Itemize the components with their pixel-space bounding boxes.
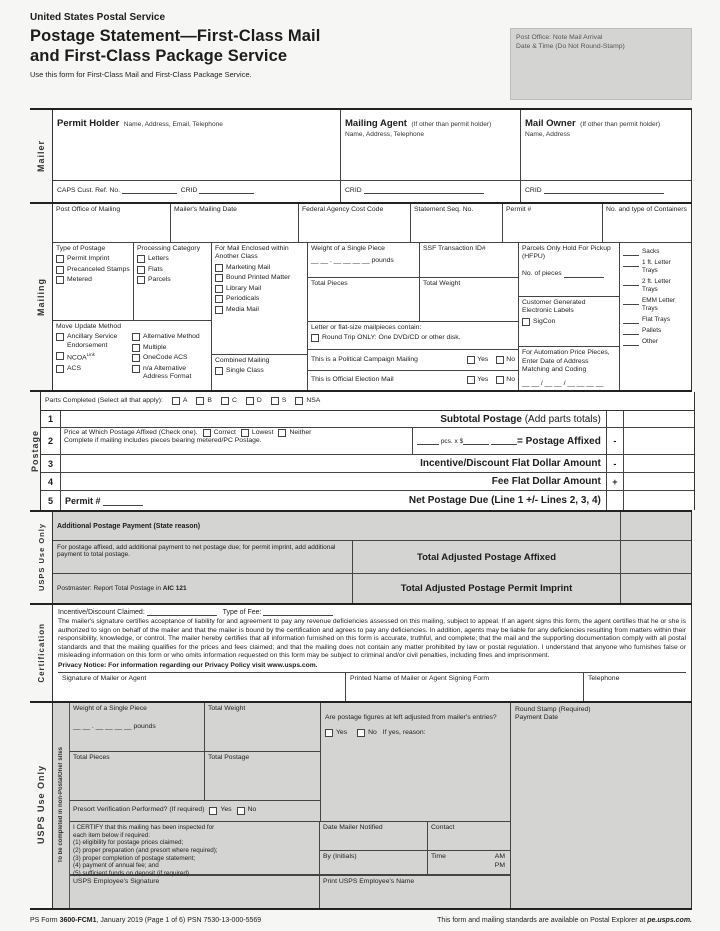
checkbox[interactable] (522, 318, 530, 326)
checkbox-parcels[interactable]: Parcels (137, 276, 208, 284)
checkbox-correct[interactable]: Correct (203, 429, 236, 437)
container-other: Other (623, 338, 688, 346)
political-no-checkbox[interactable] (496, 356, 504, 364)
checkbox-part-c[interactable]: C (221, 397, 237, 405)
certification-text: The mailer's signature certifies acceptance of liability for and agreement to pay any revenue deficiencies assessed on this mailing, subject to appeal. If an agent signs this form, the agent certifies that he or she is authorized to sign on behalf of the mailer and that the mailer is bound by the certification and agrees to pay any deficiencies. In addition, agents may be liable for any deficiencies resulting from matters within their responsibility, knowledge, or control. The mailer hereby certifies that all information furnished on this form is accurate, truthful, and complete; that the mail and the supporting documentation comply with all postal standards and that the mailing qualifies for the prices and fees claimed; and that the mailing does not contain any matter prohibited by law or postal regulation. I understand that anyone who furnishes false or misleading information on this form or who omits information requested on this form may be subject to criminal and/or civil penalties, including fines and imprisonment. (58, 618, 686, 659)
agent-crid-row: CRID (341, 181, 521, 202)
mailing-agent-field[interactable]: Mailing Agent (If other than permit holder) Name, Address, Telephone (341, 110, 521, 180)
line1-sign (606, 411, 623, 427)
checkbox-precanceled-stamps[interactable]: Precanceled Stamps (56, 266, 130, 274)
checkbox-flats[interactable]: Flats (137, 266, 208, 274)
permit-number-field[interactable]: Permit # (503, 204, 603, 242)
usps-employee-name-field[interactable]: Print USPS Employee's Name (323, 877, 415, 885)
checkbox[interactable] (56, 352, 64, 360)
section-usps-use-only-1 (30, 512, 692, 605)
adjusted-figures-field[interactable]: Are postage figures at left adjusted from mailer's entries? Yes No If yes, reason: (325, 713, 497, 736)
line5-permit-input[interactable] (103, 498, 143, 506)
election-mail-row: This is Official Election Mail Yes No (311, 376, 515, 384)
round-stamp-box[interactable]: Round Stamp (Required) Payment Date (515, 705, 591, 721)
checkbox[interactable] (137, 276, 145, 284)
container-count-input[interactable] (623, 297, 639, 305)
containers-header: No. and type of Containers (606, 206, 687, 213)
checkbox[interactable] (295, 397, 303, 405)
checkbox-letters[interactable]: Letters (137, 255, 208, 263)
presort-verification-row: Presort Verification Performed? (If required) Yes No (73, 806, 257, 814)
checkbox[interactable] (137, 266, 145, 274)
mailing-section-label: Mailing (36, 278, 46, 316)
checkbox[interactable] (215, 306, 223, 314)
usps2-section-label: USPS Use Only (36, 765, 46, 845)
owner-crid-row: CRID (521, 181, 691, 202)
postage-line-5: 5 Permit # Net Postage Due (Line 1 +/- Lines 2, 3, 4) (41, 491, 694, 510)
rate-input[interactable] (463, 437, 489, 445)
election-no-checkbox[interactable] (496, 376, 504, 384)
usps-weight-field[interactable]: Weight of a Single Piece __ __ . __ __ __ __ pounds (70, 703, 205, 751)
total-adjusted-affixed-amount[interactable] (620, 541, 691, 573)
permit-holder-field[interactable]: Permit Holder Name, Address, Email, Telephone (53, 110, 341, 180)
time-field[interactable]: Time AM PM (428, 851, 510, 874)
certify-inspection-list: I CERTIFY that this mailing has been inspected for each item below if required: (1) eligibility for postage prices claimed; (2) proper preparation (and presort where required); (3) proper completion of postage statement; (4) payment of annual fee; and (5) sufficient funds on deposit (if required) (70, 822, 320, 874)
postage-line-2: 2 Price at Which Postage Affixed (Check one). Correct Lowest Neither Complete if mailing includes pieces bearing metered/PC Postage. pcs. x $ = Postage Affixed - (41, 428, 694, 455)
total-adjusted-imprint-amount[interactable] (620, 574, 691, 603)
post-office-of-mailing-field[interactable]: Post Office of Mailing (53, 204, 171, 242)
post-office-stamp-box[interactable]: Post Office: Note Mail Arrival Date & Time (Do Not Round-Stamp) (510, 28, 692, 100)
checkbox-sigcon[interactable]: SigCon (522, 318, 616, 326)
combined-mailing-group: Combined Mailing Single Class (212, 355, 307, 390)
checkbox[interactable] (241, 429, 249, 437)
checkbox-acs[interactable]: ACS (56, 365, 132, 373)
postage-line-4: 4 Fee Flat Dollar Amount + (41, 473, 694, 491)
parts-completed-row: Parts Completed (Select all that apply): A B C D S NSA (41, 392, 694, 411)
mailer-signature-field[interactable]: Signature of Mailer or Agent (58, 673, 346, 701)
mailpieces-contain-group: Letter or flat-size mailpieces contain: Round Trip ONLY: One DVD/CD or other disk. (308, 322, 518, 350)
checkbox[interactable] (132, 344, 140, 352)
container-count-input[interactable] (623, 316, 639, 324)
type-of-fee-input[interactable] (263, 608, 333, 616)
checkbox[interactable] (215, 285, 223, 293)
container-emm-trays: EMM Letter Trays (623, 297, 688, 313)
checkbox-neither[interactable]: Neither (278, 429, 311, 437)
line3-sign: - (606, 455, 623, 472)
checkbox-lowest[interactable]: Lowest (241, 429, 274, 437)
postage-section-label: Postage (30, 429, 40, 472)
checkbox[interactable] (209, 807, 217, 815)
checkbox[interactable] (325, 729, 333, 737)
checkbox-alternative-method[interactable]: Alternative Method (132, 333, 208, 341)
subtotal-postage-amount[interactable] (623, 411, 694, 427)
usps-employee-signature-field[interactable]: USPS Employee's Signature (70, 876, 320, 908)
caps-ref-input[interactable] (122, 186, 177, 194)
line5-sign (606, 491, 623, 510)
usps-total-pieces-field[interactable]: Total Pieces (70, 752, 205, 800)
total-pieces-field[interactable]: Total Pieces (308, 278, 420, 321)
mail-owner-field[interactable]: Mail Owner (If other than permit holder) Name, Address (525, 118, 661, 138)
checkbox-part-nsa[interactable]: NSA (295, 397, 320, 405)
permit-holder-crid-input[interactable] (199, 186, 254, 194)
checkbox-onecode-acs[interactable]: OneCode ACS (132, 354, 208, 362)
container-count-input[interactable] (623, 259, 639, 267)
checkbox-media-mail[interactable]: Media Mail (215, 306, 304, 314)
checkbox[interactable] (271, 397, 279, 405)
checkbox-part-s[interactable]: S (271, 397, 287, 405)
political-campaign-row: This is a Political Campaign Mailing Yes No (308, 350, 518, 371)
form-footer (30, 917, 692, 924)
checkbox-part-d[interactable]: D (246, 397, 262, 405)
automation-date-group[interactable]: For Automation Price Pieces, Enter Date of Address Matching and Coding __ __ / __ __ / __ __ __ __ (522, 349, 610, 387)
checkbox[interactable] (215, 367, 223, 375)
section-postage (30, 392, 692, 512)
checkbox[interactable] (172, 397, 180, 405)
usps1-section-label: USPS Use Only (36, 523, 46, 592)
affixed-note: For postage affixed, add additional payment to net postage due; for permit imprint, add additional payment to total postage. (53, 541, 353, 573)
checkbox-marketing-mail[interactable]: Marketing Mail (215, 264, 304, 272)
container-pallets: Pallets (623, 327, 688, 335)
checkbox[interactable] (137, 255, 145, 263)
type-of-postage-group: Type of Postage Permit Imprint Precanceled Stamps Metered (53, 243, 134, 320)
container-sacks: Sacks (623, 248, 688, 256)
checkbox[interactable] (132, 333, 140, 341)
checkbox[interactable] (56, 266, 64, 274)
weight-single-piece-field[interactable]: Weight of a Single Piece __ __ . __ __ __ __ pounds (308, 243, 420, 277)
total-weight-field[interactable]: Total Weight (423, 280, 461, 287)
adjusted-yes-checkbox[interactable]: Yes (325, 729, 347, 737)
section-mailer (30, 110, 692, 204)
checkbox[interactable] (132, 354, 140, 362)
printed-name-field[interactable]: Printed Name of Mailer or Agent Signing Form (346, 673, 584, 701)
parcels-hold-group: Parcels Only Hold For Pickup (HFPU) No. of pieces (519, 243, 619, 297)
agency-name: United States Postal Service (30, 12, 166, 23)
presort-yes-checkbox[interactable]: Yes (209, 806, 231, 814)
checkbox-ancillary-service[interactable]: Ancillary Service Endorsement (56, 333, 132, 350)
postage-line-1: 1 Subtotal Postage (Add parts totals) (41, 411, 694, 428)
form-header (30, 12, 692, 108)
checkbox[interactable] (215, 274, 223, 282)
date-mailer-notified-field[interactable]: Date Mailer Notified (320, 822, 428, 850)
postage-affixed-amount[interactable] (623, 428, 694, 454)
checkbox[interactable] (56, 333, 64, 341)
checkbox[interactable] (132, 365, 140, 373)
checkbox-metered[interactable]: Metered (56, 276, 130, 284)
checkbox-bound-printed-matter[interactable]: Bound Printed Matter (215, 274, 304, 282)
mail-enclosed-group: For Mail Enclosed within Another Class Marketing Mail Bound Printed Matter Library Mail Periodicals Media Mail (212, 243, 307, 355)
privacy-notice: Privacy Notice: For information regarding our Privacy Policy visit www.usps.com. (58, 661, 318, 669)
checkbox[interactable] (56, 255, 64, 263)
line4-sign: + (606, 473, 623, 490)
checkbox[interactable] (278, 429, 286, 437)
checkbox-permit-imprint[interactable]: Permit Imprint (56, 255, 130, 263)
incentive-claimed-input[interactable] (147, 608, 217, 616)
section-certification (30, 605, 692, 703)
checkbox-part-a[interactable]: A (172, 397, 188, 405)
move-update-method-group: Move Update Method Ancillary Service Endorsement $NCOA^{Link}$ ACS Alternative Method Multiple OneCode ACS n/a Alternative Address Format (53, 321, 211, 390)
container-1ft-trays: 1 ft. Letter Trays (623, 259, 688, 275)
container-flat-trays: Flat Trays (623, 316, 688, 324)
postage-line-3: 3 Incentive/Discount Flat Dollar Amount - (41, 455, 694, 473)
agent-crid-input[interactable] (364, 186, 484, 194)
political-yes-checkbox[interactable] (467, 356, 475, 364)
customer-labels-group: Customer Generated Electronic Labels SigCon (519, 297, 619, 347)
form-title: Postage Statement—First-Class Mail and First-Class Package Service (30, 27, 321, 66)
checkbox[interactable] (237, 807, 245, 815)
caps-crid-row: CAPS Cust. Ref. No. CRID (53, 181, 341, 202)
non-postalone-strip: To be completed in non-PostalOne! sites (53, 703, 70, 908)
additional-postage-payment-field[interactable]: Additional Postage Payment (State reason) (57, 523, 201, 530)
telephone-field[interactable]: Telephone (588, 674, 620, 682)
containers-list (620, 243, 691, 390)
certification-section-label: Certification (36, 622, 46, 683)
footer-postal-explorer: This form and mailing standards are available on Postal Explorer at pe.usps.com. (437, 916, 692, 924)
checkbox-periodicals[interactable]: Periodicals (215, 295, 304, 303)
usps-total-weight-field[interactable]: Total Weight (208, 704, 246, 712)
container-count-input[interactable] (623, 248, 639, 256)
form-subtitle: Use this form for First-Class Mail and First-Class Package Service. (30, 70, 252, 80)
incentive-amount[interactable] (623, 455, 694, 472)
mailer-section-label: Mailer (36, 139, 46, 172)
by-initials-field[interactable]: By (Initials) (320, 851, 428, 874)
checkbox[interactable] (215, 264, 223, 272)
checkbox[interactable] (221, 397, 229, 405)
ssf-transaction-field[interactable]: SSF Transaction ID# (423, 245, 486, 252)
contact-field[interactable]: Contact (431, 823, 455, 831)
section-usps-use-only-2 (30, 703, 692, 910)
checkbox-multiple[interactable]: Multiple (132, 344, 208, 352)
incentive-claimed-row: Incentive/Discount Claimed: Type of Fee: (58, 608, 686, 616)
checkbox[interactable] (56, 365, 64, 373)
checkbox-library-mail[interactable]: Library Mail (215, 285, 304, 293)
container-count-input[interactable] (623, 327, 639, 335)
section-mailing (30, 204, 692, 392)
usps-total-postage-field[interactable]: Total Postage (208, 753, 250, 761)
footer-form-id: PS Form 3600-FCM1, January 2019 (Page 1 of 6) PSN 7530-13-000-5569 (30, 916, 262, 924)
am-pm-labels[interactable]: AM PM (494, 852, 505, 869)
checkbox[interactable] (246, 397, 254, 405)
checkbox-part-b[interactable]: B (196, 397, 212, 405)
processing-category-group: Processing Category Letters Flats Parcels (134, 243, 211, 320)
adjusted-no-checkbox[interactable]: No (357, 729, 377, 737)
postmaster-note: Postmaster: Report Total Postage in AIC 121 (53, 574, 353, 603)
pcs-input[interactable] (417, 437, 439, 445)
checkbox[interactable] (203, 429, 211, 437)
net-postage-due-amount[interactable] (623, 491, 694, 510)
checkbox[interactable] (196, 397, 204, 405)
rate-input-2[interactable] (491, 437, 517, 445)
checkbox-round-trip[interactable]: Round Trip ONLY: One DVD/CD or other disk. (311, 334, 515, 342)
total-adjusted-imprint-label: Total Adjusted Postage Permit Imprint (400, 583, 573, 594)
additional-payment-amount[interactable] (620, 512, 691, 540)
checkbox-na-alt-address[interactable]: n/a Alternative Address Format (132, 365, 208, 382)
container-count-input[interactable] (623, 278, 639, 286)
federal-agency-cost-code-field[interactable]: Federal Agency Cost Code (299, 204, 411, 242)
fee-amount[interactable] (623, 473, 694, 490)
statement-seq-field[interactable]: Statement Seq. No. (411, 204, 503, 242)
total-adjusted-affixed-label: Total Adjusted Postage Affixed (417, 551, 556, 563)
container-2ft-trays: 2 ft. Letter Trays (623, 278, 688, 294)
checkbox-ncoa[interactable]: $NCOA^{Link}$ (56, 352, 132, 363)
mailers-mailing-date-field[interactable]: Mailer's Mailing Date (171, 204, 299, 242)
owner-crid-input[interactable] (544, 186, 664, 194)
election-yes-checkbox[interactable] (467, 376, 475, 384)
checkbox-single-class[interactable]: Single Class (215, 367, 304, 375)
checkbox[interactable] (215, 295, 223, 303)
checkbox[interactable] (311, 334, 319, 342)
line2-sign: - (606, 428, 623, 454)
checkbox[interactable] (56, 276, 64, 284)
checkbox[interactable] (357, 729, 365, 737)
hfpu-pieces-input[interactable] (564, 270, 604, 278)
container-count-input[interactable] (623, 338, 639, 346)
presort-no-checkbox[interactable]: No (237, 806, 257, 814)
